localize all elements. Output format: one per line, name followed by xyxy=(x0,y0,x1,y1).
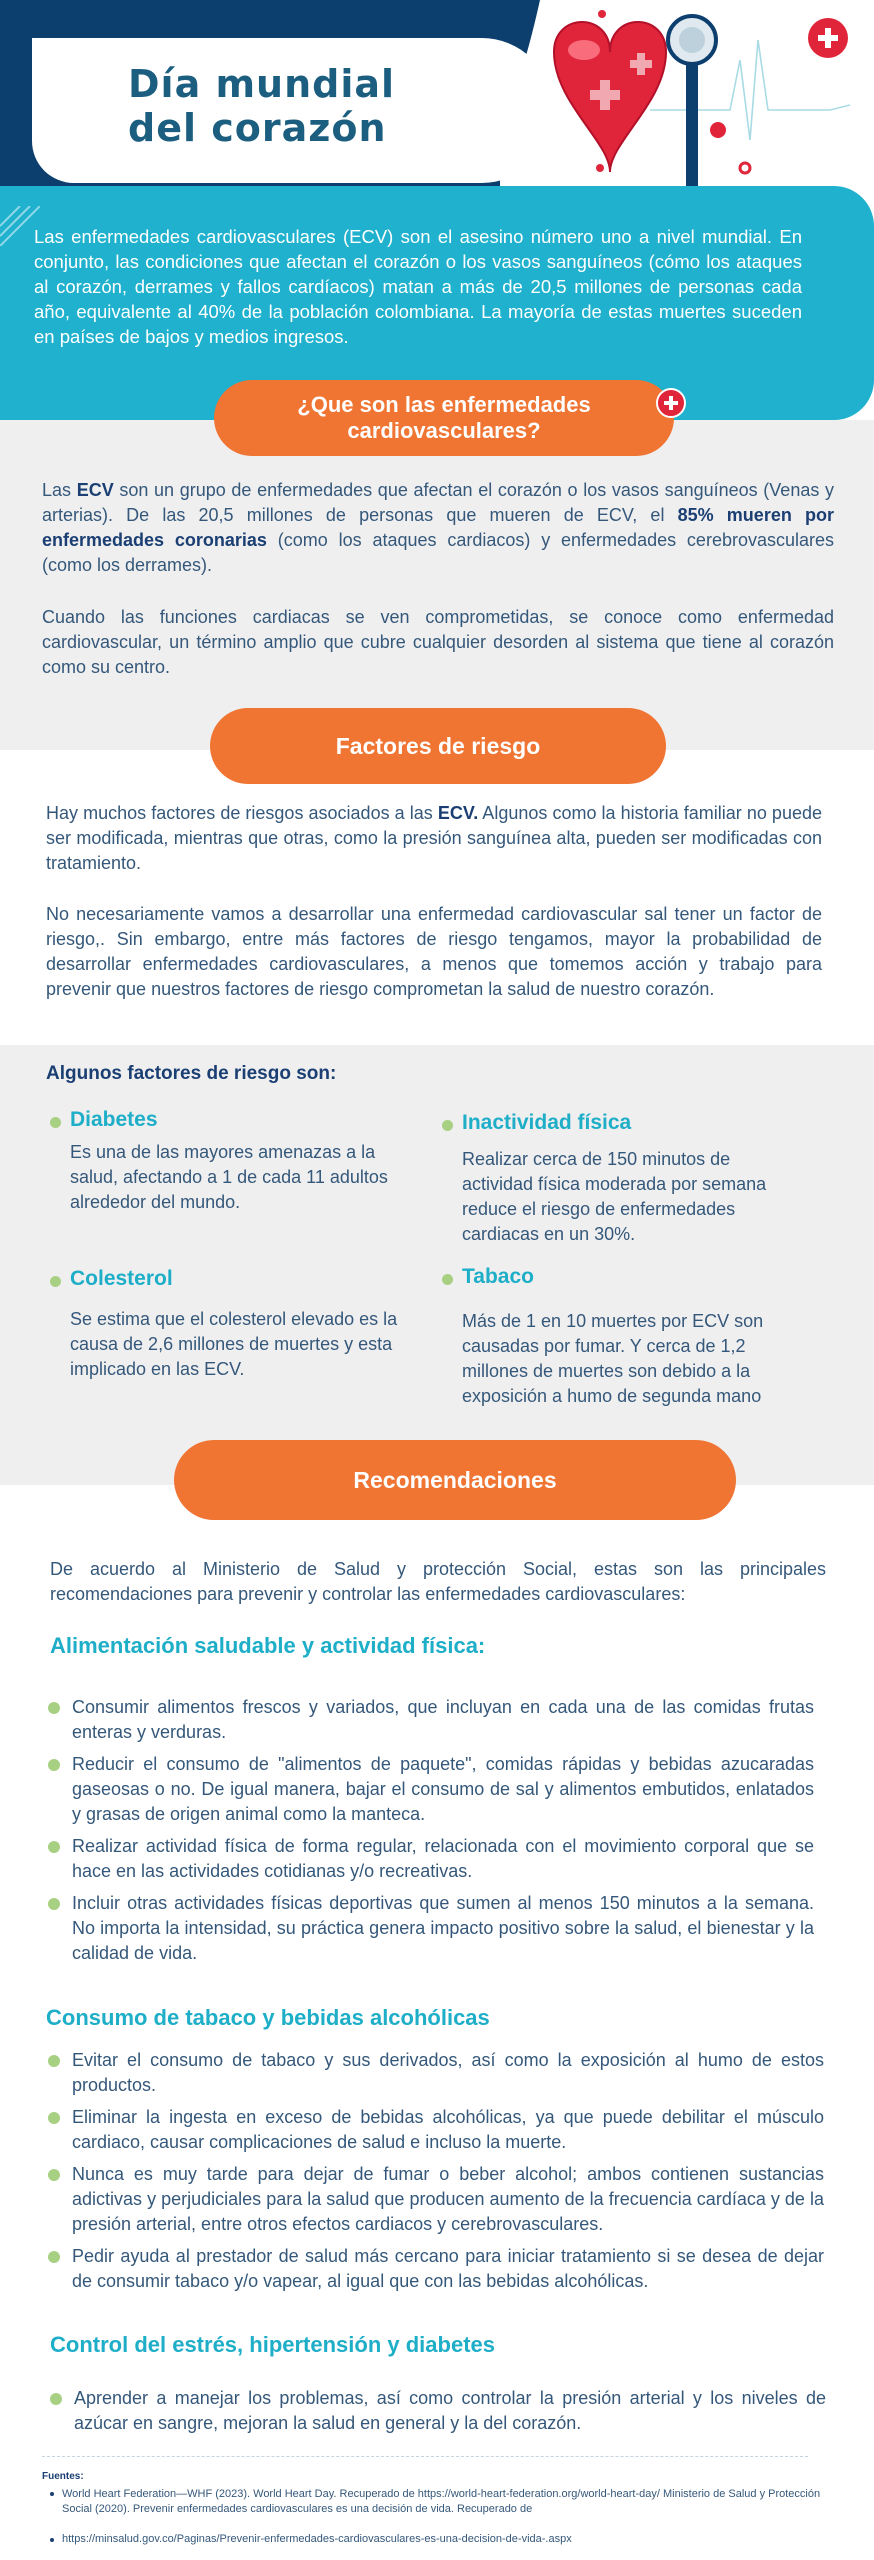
rec-group-title: Alimentación saludable y actividad física: xyxy=(50,1633,486,1658)
factor-title: Inactividad física xyxy=(462,1111,632,1134)
que-son-paragraph-2: Cuando las funciones cardiacas se ven comprometidas, se conoce como enfermedad cardiovascular, un término amplio que cubre cualquier desorden al sistema que tiene al corazón como su centro. xyxy=(42,607,834,677)
plus-badge-icon xyxy=(656,388,686,418)
sources-divider xyxy=(42,2456,808,2457)
bullet-dot xyxy=(442,1120,453,1131)
pill-recomendaciones: Recomendaciones xyxy=(174,1440,736,1520)
rec-list xyxy=(48,2048,824,2294)
bullet-dot xyxy=(50,2538,54,2542)
list-item: Incluir otras actividades físicas deportivas que sumen al menos 150 minutos a la semana. No importa la intensidad, su práctica genera impacto positivo sobre la salud, el bienestar y la calidad de vida. xyxy=(48,1891,814,1966)
factor-text: Es una de las mayores amenazas a la salud, afectando a 1 de cada 11 adultos alrededor del mundo. xyxy=(70,1142,388,1212)
factor-title: Colesterol xyxy=(70,1267,173,1290)
rec-list xyxy=(50,2386,826,2436)
risk-factors-subtitle: Algunos factores de riesgo son: xyxy=(46,1063,337,1084)
factor-text: Realizar cerca de 150 minutos de actividad física moderada por semana reduce el riesgo de enfermedades cardiacas en un 30%. xyxy=(462,1149,767,1244)
list-item: Evitar el consumo de tabaco y sus derivados, así como la exposición al humo de estos productos. xyxy=(48,2048,824,2098)
factor-text: Más de 1 en 10 muertes por ECV son causadas por fumar. Y cerca de 1,2 millones de muertes son debido a la exposición a humo de segunda mano xyxy=(462,1311,764,1406)
pill-factores: Factores de riesgo xyxy=(210,708,666,784)
rec-group-title: Control del estrés, hipertensión y diabetes xyxy=(50,2332,495,2357)
list-item: Realizar actividad física de forma regular, relacionada con el movimiento corporal que se hace en las actividades cotidianas y/o recreativas. xyxy=(48,1834,814,1884)
rec-group-title: Consumo de tabaco y bebidas alcohólicas xyxy=(46,2005,490,2030)
factor-title: Tabaco xyxy=(462,1265,534,1288)
source-item: World Heart Federation—WHF (2023). World Heart Day. Recuperado de https://world-heart-federation.org/world-heart-day/ Ministerio de Salud y Protección Social (2020). Prevenir enfermedades cardiovasculares es una decisión de vida. Recuperado de xyxy=(62,2488,821,2515)
factores-paragraph-1: Hay muchos factores de riesgos asociados a las ECV. Algunos como la historia familiar no puede ser modificada, mientras que otras, como la presión sanguínea alta, pueden ser modificadas con tratamiento. xyxy=(46,803,822,873)
que-son-paragraph-1: Las ECV son un grupo de enfermedades que afectan el corazón o los vasos sanguíneos (Venas y arterias). De las 20,5 millones de personas que mueren de ECV, el 85% mueren por enfermedades coronarias (como los ataques cardiacos) y enfermedades cerebrovasculares (como los derrames). xyxy=(42,480,835,575)
bullet-dot xyxy=(442,1274,453,1285)
sources-label: Fuentes: xyxy=(42,2471,84,2482)
list-item: Nunca es muy tarde para dejar de fumar o beber alcohol; ambos contienen sustancias adictivas y perjudiciales para la salud que producen aumento de la frecuencia cardíaca y de la presión arterial, entre otros efectos cardiacos y cerebrovasculares. xyxy=(48,2162,824,2237)
intro-text: Las enfermedades cardiovasculares (ECV) son el asesino número uno a nivel mundial. En conjunto, las condiciones que afectan el corazón o los vasos sanguíneos (cómo los ataques al corazón, derrames y fallos cardíacos) matan a más de 20,5 millones de personas cada año, equivalente al 40% de la población colombiana. La mayoría de estas muertes suceden en países de bajos y medios ingresos. xyxy=(34,226,802,347)
section-que-son xyxy=(0,420,874,750)
factor-title: Diabetes xyxy=(70,1108,158,1131)
bullet-dot xyxy=(50,2492,54,2496)
list-item: Reducir el consumo de "alimentos de paquete", comidas rápidas y bebidas azucaradas gaseosas o no. De igual manera, bajar el consumo de sal y alimentos embutidos, enlatados y grasas de origen animal como la manteca. xyxy=(48,1752,814,1827)
source-item: https://minsalud.gov.co/Paginas/Prevenir-enfermedades-cardiovasculares-es-una-decision-de-vida-.aspx xyxy=(62,2533,572,2545)
heart-stethoscope-illustration xyxy=(500,0,874,200)
header xyxy=(0,0,874,200)
rec-list xyxy=(48,1695,814,1966)
list-item: Pedir ayuda al prestador de salud más cercano para iniciar tratamiento si se desea de dejar de consumir tabaco y/o vapear, al igual que con las bebidas alcohólicas. xyxy=(48,2244,824,2294)
bullet-dot xyxy=(50,1117,61,1128)
factores-paragraph-2: No necesariamente vamos a desarrollar una enfermedad cardiovascular sal tener un factor de riesgo,. Sin embargo, entre más factores de riesgo tengamos, mayor la probabilidad de desarrollar enfermedades cardiovasculares, a menos que tomemos acción y trabajo para prevenir que nuestros factores de riesgo comprometan la salud de nuestro corazón. xyxy=(46,904,822,999)
factor-text: Se estima que el colesterol elevado es la causa de 2,6 millones de muertes y esta implicado en las ECV. xyxy=(70,1309,398,1379)
bullet-dot xyxy=(50,1276,61,1287)
list-item: Eliminar la ingesta en exceso de bebidas alcohólicas, ya que puede debilitar el músculo cardiaco, causar complicaciones de salud e incluso la muerte. xyxy=(48,2105,824,2155)
recomendaciones-intro: De acuerdo al Ministerio de Salud y protección Social, estas son las principales recomendaciones para prevenir y controlar las enfermedades cardiovasculares: xyxy=(50,1559,826,1604)
page-title: Día mundial del corazón xyxy=(128,62,396,150)
pill-que-son: ¿Que son las enfermedades cardiovasculares? xyxy=(214,380,674,456)
list-item: Aprender a manejar los problemas, así como controlar la presión arterial y los niveles de azúcar en sangre, mejoran la salud en general y la del corazón. xyxy=(50,2386,826,2436)
list-item: Consumir alimentos frescos y variados, que incluyan en cada una de las comidas frutas enteras y verduras. xyxy=(48,1695,814,1745)
